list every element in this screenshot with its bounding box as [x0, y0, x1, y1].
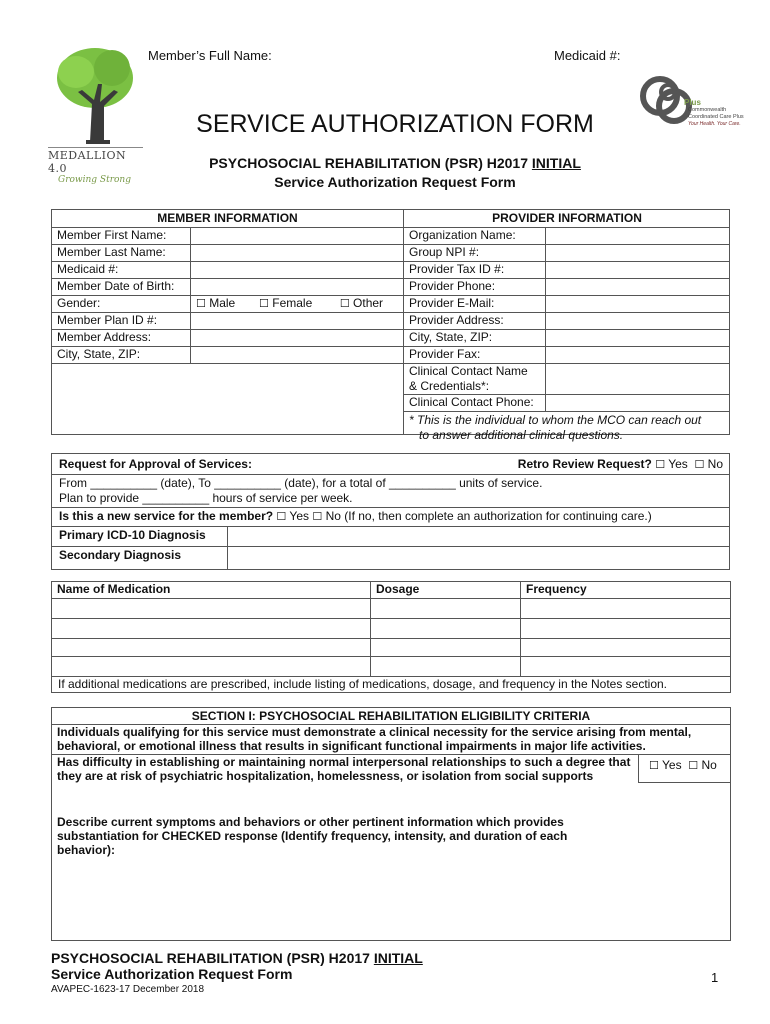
gender-female[interactable]: ☐ Female: [254, 296, 335, 313]
footer-subtitle: Service Authorization Request Form: [51, 966, 293, 982]
medication-note: If additional medications are prescribed, include listing of medications, dosage, and frequency in the Notes section.: [52, 677, 731, 693]
med-cell[interactable]: [371, 657, 521, 677]
med-cell[interactable]: [52, 657, 371, 677]
member-last-input[interactable]: [191, 245, 404, 262]
member-plan-input[interactable]: [191, 313, 404, 330]
member-medicaid-label: Medicaid #:: [52, 262, 191, 279]
service-hours-line[interactable]: Plan to provide __________ hours of service per week.: [59, 491, 353, 505]
form-subtitle: [0, 155, 770, 171]
criterion-answer: ☐ Yes ☐ No: [649, 758, 717, 772]
retro-yes-checkbox[interactable]: ☐: [655, 458, 666, 471]
logo-plus: Plus: [684, 98, 701, 107]
member-medicaid-input[interactable]: [191, 262, 404, 279]
provider-tax-input[interactable]: [546, 262, 731, 279]
gender-other[interactable]: ☐ Other: [335, 296, 404, 313]
med-cell[interactable]: [52, 639, 371, 657]
checkbox-icon[interactable]: ☐: [196, 297, 206, 310]
section1-heading: SECTION I: PSYCHOSOCIAL REHABILITATION ELIGIBILITY CRITERIA: [191, 709, 591, 723]
logo-tagline: Growing Strong: [58, 175, 131, 185]
footer-title: PSYCHOSOCIAL REHABILITATION (PSR) H2017 INITIAL: [51, 950, 423, 966]
member-dob-input[interactable]: [191, 279, 404, 296]
gender-male[interactable]: ☐ Male: [191, 296, 255, 313]
checkbox-icon[interactable]: ☐: [259, 297, 269, 310]
table-row: [52, 657, 731, 677]
member-heading: MEMBER INFORMATION: [157, 211, 298, 225]
member-first-input[interactable]: [191, 228, 404, 245]
describe-input[interactable]: [57, 860, 725, 936]
med-cell[interactable]: [521, 599, 731, 619]
provider-city-input[interactable]: [546, 330, 731, 347]
clinical-phone-label: Clinical Contact Phone:: [404, 395, 546, 412]
retro-no-checkbox[interactable]: ☐: [694, 458, 705, 471]
clinical-name-label: Clinical Contact Name & Credentials*:: [404, 364, 546, 395]
member-table: [52, 227, 404, 364]
med-cell[interactable]: [371, 619, 521, 639]
criterion-no-checkbox[interactable]: ☐: [688, 759, 699, 772]
section1-intro: Individuals qualifying for this service must demonstrate a clinical necessity for the service arising from mental, behavioral, or emotional illness that results in significant functional impairments in major life activities.: [57, 725, 692, 753]
provider-email-label: Provider E-Mail:: [404, 296, 546, 313]
primary-dx-label: Primary ICD-10 Diagnosis: [59, 528, 206, 542]
criterion-text: Has difficulty in establishing or maintaining normal interpersonal relationships to such a degree that they are at risk of psychiatric hospitalization, homelessness, or isolation from social supports: [57, 755, 631, 783]
med-cell[interactable]: [52, 599, 371, 619]
provider-table: [404, 227, 730, 443]
med-cell[interactable]: [521, 639, 731, 657]
member-city-label: City, State, ZIP:: [52, 347, 191, 364]
retro-review: Retro Review Request? ☐ Yes ☐ No: [517, 457, 723, 471]
request-box: [51, 453, 730, 570]
logo-name: MEDALLION 4.0: [48, 147, 143, 175]
member-gender-label: Gender:: [52, 296, 191, 313]
member-first-label: Member First Name:: [52, 228, 191, 245]
med-cell[interactable]: [371, 639, 521, 657]
member-address-label: Member Address:: [52, 330, 191, 347]
logo-line2: Coordinated Care Plus: [688, 114, 744, 120]
provider-org-input[interactable]: [546, 228, 731, 245]
criterion-yes-checkbox[interactable]: ☐: [649, 759, 659, 772]
clinical-name-input[interactable]: [546, 364, 731, 395]
secondary-dx-input[interactable]: [228, 547, 729, 568]
service-dates-line[interactable]: From __________ (date), To __________ (date), for a total of __________ units of service.: [59, 476, 543, 490]
new-service-question: Is this a new service for the member? ☐ Yes ☐ No (If no, then complete an authorization for continuing care.): [59, 509, 652, 523]
provider-fax-input[interactable]: [546, 347, 731, 364]
table-row: [52, 639, 731, 657]
checkbox-icon[interactable]: ☐: [339, 297, 350, 310]
medication-table: [51, 581, 731, 693]
provider-phone-label: Provider Phone:: [404, 279, 546, 296]
med-name-header: Name of Medication: [52, 582, 371, 599]
secondary-dx-label: Secondary Diagnosis: [59, 548, 182, 562]
section1-box: [51, 707, 731, 941]
provider-city-label: City, State, ZIP:: [404, 330, 546, 347]
subtitle-emph: INITIAL: [531, 155, 581, 171]
provider-email-input[interactable]: [546, 296, 731, 313]
describe-prompt: Describe current symptoms and behaviors or other pertinent information which provides substantiation for CHECKED response (Identify frequency, intensity, and duration of each behavior):: [57, 815, 568, 857]
provider-address-input[interactable]: [546, 313, 731, 330]
member-city-input[interactable]: [191, 347, 404, 364]
info-box: [51, 209, 730, 442]
primary-dx-input[interactable]: [228, 527, 729, 545]
form-subtitle-2: Service Authorization Request Form: [274, 174, 516, 190]
provider-heading: PROVIDER INFORMATION: [492, 211, 642, 225]
clinical-phone-input[interactable]: [546, 395, 731, 412]
med-cell[interactable]: [521, 619, 731, 639]
logo-line3: Your Health. Your Care.: [688, 121, 741, 127]
footer-code: AVAPEC-1623-17 December 2018: [51, 984, 205, 995]
provider-tax-label: Provider Tax ID #:: [404, 262, 546, 279]
provider-org-label: Organization Name:: [404, 228, 546, 245]
medicaid-label: Medicaid #:: [554, 48, 621, 63]
med-cell[interactable]: [52, 619, 371, 639]
member-plan-label: Member Plan ID #:: [52, 313, 191, 330]
page-title: SERVICE AUTHORIZATION FORM: [196, 110, 594, 138]
med-cell[interactable]: [371, 599, 521, 619]
provider-npi-label: Group NPI #:: [404, 245, 546, 262]
medallion-logo: [48, 44, 143, 185]
provider-npi-input[interactable]: [546, 245, 731, 262]
new-service-yes-checkbox[interactable]: ☐: [276, 510, 287, 523]
new-service-no-checkbox[interactable]: ☐: [312, 510, 323, 523]
member-dob-label: Member Date of Birth:: [52, 279, 191, 296]
member-last-label: Member Last Name:: [52, 245, 191, 262]
provider-phone-input[interactable]: [546, 279, 731, 296]
table-row: [52, 619, 731, 639]
provider-address-label: Provider Address:: [404, 313, 546, 330]
provider-fax-label: Provider Fax:: [404, 347, 546, 364]
clinical-note: * This is the individual to whom the MCO can reach out to answer additional clinical questions.: [409, 413, 702, 442]
approval-label: Request for Approval of Services:: [59, 457, 252, 471]
table-row: [52, 599, 731, 619]
med-frequency-header: Frequency: [521, 582, 731, 599]
med-dosage-header: Dosage: [371, 582, 521, 599]
member-name-label: Member’s Full Name:: [148, 48, 272, 63]
med-cell[interactable]: [521, 657, 731, 677]
subtitle-main: PSYCHOSOCIAL REHABILITATION (PSR) H2017: [209, 155, 532, 171]
logo-line1: Commonwealth: [688, 107, 727, 113]
member-address-input[interactable]: [191, 330, 404, 347]
page-number: 1: [711, 970, 719, 985]
